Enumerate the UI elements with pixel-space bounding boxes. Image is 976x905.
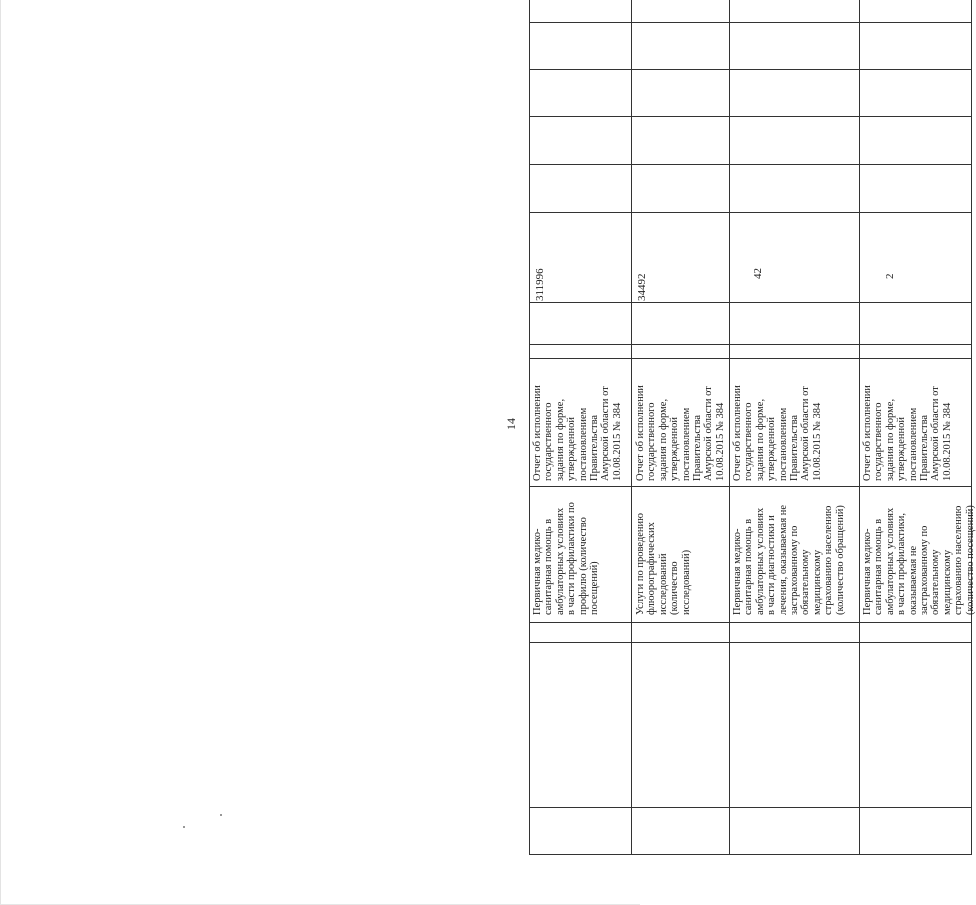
col-sep-4 (529, 486, 972, 487)
row-3-service: Первичная медико- санитарная помощь в амбулаторных условиях в части диагностики и лечения, оказываемая не застрахованному по обязательному медицинскому страхованию населению (количество обращений) (732, 504, 846, 615)
row-2-source: Отчет об исполнении государственного задания по форме, утвержденной постановлением Правительства Амурской области от 10.08.2015 № 384 (635, 385, 726, 481)
col-sep-3 (529, 622, 972, 623)
col-sep-11 (529, 69, 972, 70)
row-4-service: Первичная медико- санитарная помощь в амбулаторных условиях в части профилактики, оказываемая не застрахованному по обязательному медицинскому страхованию населению (количество посещений) (862, 505, 976, 615)
frame-left (529, 854, 972, 855)
row-3-source: Отчет об исполнении государственного задания по форме, утвержденной постановлением Правительства Амурской области от 10.08.2015 № 384 (732, 385, 823, 481)
frame-bottom (971, 0, 972, 855)
row-2-service: Услуги по проведению флюорографических исследований (количество исследований) (635, 513, 692, 615)
row-1-service: Первичная медико- санитарная помощь в амбулаторных условиях в части профилактики по профилю (количество посещений) (532, 502, 601, 615)
row-4-value: 2 (884, 273, 896, 279)
col-sep-12 (529, 22, 972, 23)
col-sep-2 (529, 642, 972, 643)
row-1-source: Отчет об исполнении государственного задания по форме, утвержденной постановлением Правительства Амурской области от 10.08.2015 № 384 (532, 385, 623, 481)
col-sep-1 (529, 807, 972, 808)
scan-speck (220, 814, 222, 816)
row-4-source: Отчет об исполнении государственного задания по форме, утвержденной постановлением Правительства Амурской области от 10.08.2015 № 384 (862, 385, 953, 481)
scan-speck (183, 826, 185, 828)
page-number: 14 (504, 418, 518, 430)
col-sep-7 (529, 302, 972, 303)
col-sep-8 (529, 212, 972, 213)
row-2-value: 34492 (636, 273, 648, 301)
rotated-table-sheet (504, 0, 976, 855)
col-sep-5 (529, 358, 972, 359)
row-3-value: 42 (752, 268, 764, 279)
frame-top (529, 0, 530, 855)
col-sep-6 (529, 344, 972, 345)
row-sep-3 (859, 0, 860, 855)
row-1-value: 311996 (534, 268, 546, 301)
col-sep-10 (529, 116, 972, 117)
row-sep-2 (729, 0, 730, 855)
col-sep-9 (529, 164, 972, 165)
row-sep-1 (631, 0, 632, 855)
